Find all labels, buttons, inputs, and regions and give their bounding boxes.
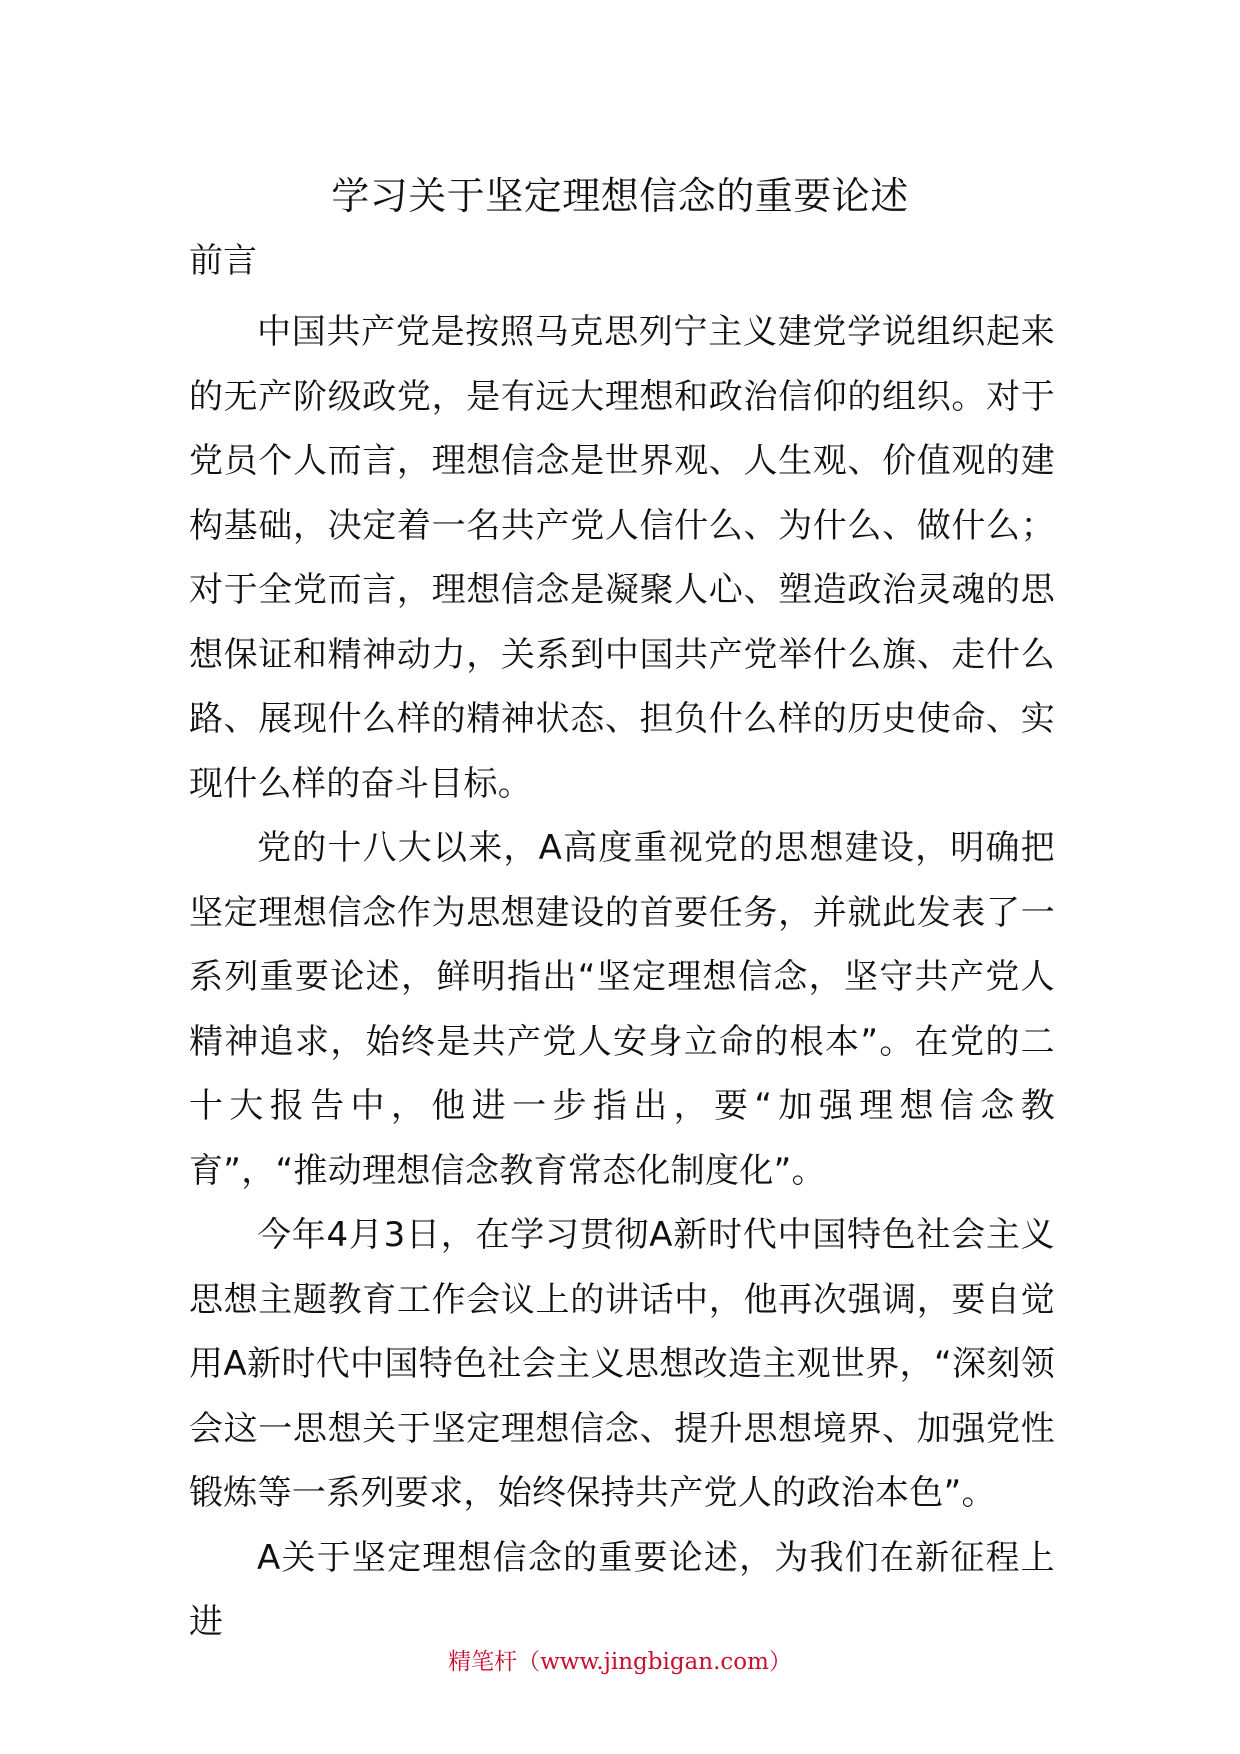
document-title: 学习关于坚定理想信念的重要论述 [331, 174, 909, 218]
section-heading: 前言 [189, 241, 257, 281]
footer-watermark: 精笔杆（www.jingbigan.com） [448, 1649, 792, 1675]
paragraph: 今年4月3日，在学习贯彻A新时代中国特色社会主义思想主题教育工作会议上的讲话中，他再次强调，要自觉用A新时代中国特色社会主义思想改造主观世界，“深刻领会这一思想关于坚定理想信念、提升思想境界、加强党性锻炼等一系列要求，始终保持共产党人的政治本色”。 [189, 1215, 1055, 1513]
paragraph: 党的十八大以来，A高度重视党的思想建设，明确把坚定理想信念作为思想建设的首要任务，并就此发表了一系列重要论述，鲜明指出“坚定理想信念，坚守共产党人精神追求，始终是共产党人安身立命的根本”。在党的二十大报告中，他进一步指出，要“加强理想信念教育”，“推动理想信念教育常态化制度化”。 [189, 828, 1055, 1191]
paragraph: 中国共产党是按照马克思列宁主义建党学说组织起来的无产阶级政党，是有远大理想和政治信仰的组织。对于党员个人而言，理想信念是世界观、人生观、价值观的建构基础，决定着一名共产党人信什么、为什么、做什么；对于全党而言，理想信念是凝聚人心、塑造政治灵魂的思想保证和精神动力，关系到中国共产党举什么旗、走什么路、展现什么样的精神状态、担负什么样的历史使命、实现什么样的奋斗目标。 [189, 312, 1055, 804]
document-body [189, 300, 1055, 1655]
paragraph: A关于坚定理想信念的重要论述，为我们在新征程上进 [189, 1537, 1055, 1642]
